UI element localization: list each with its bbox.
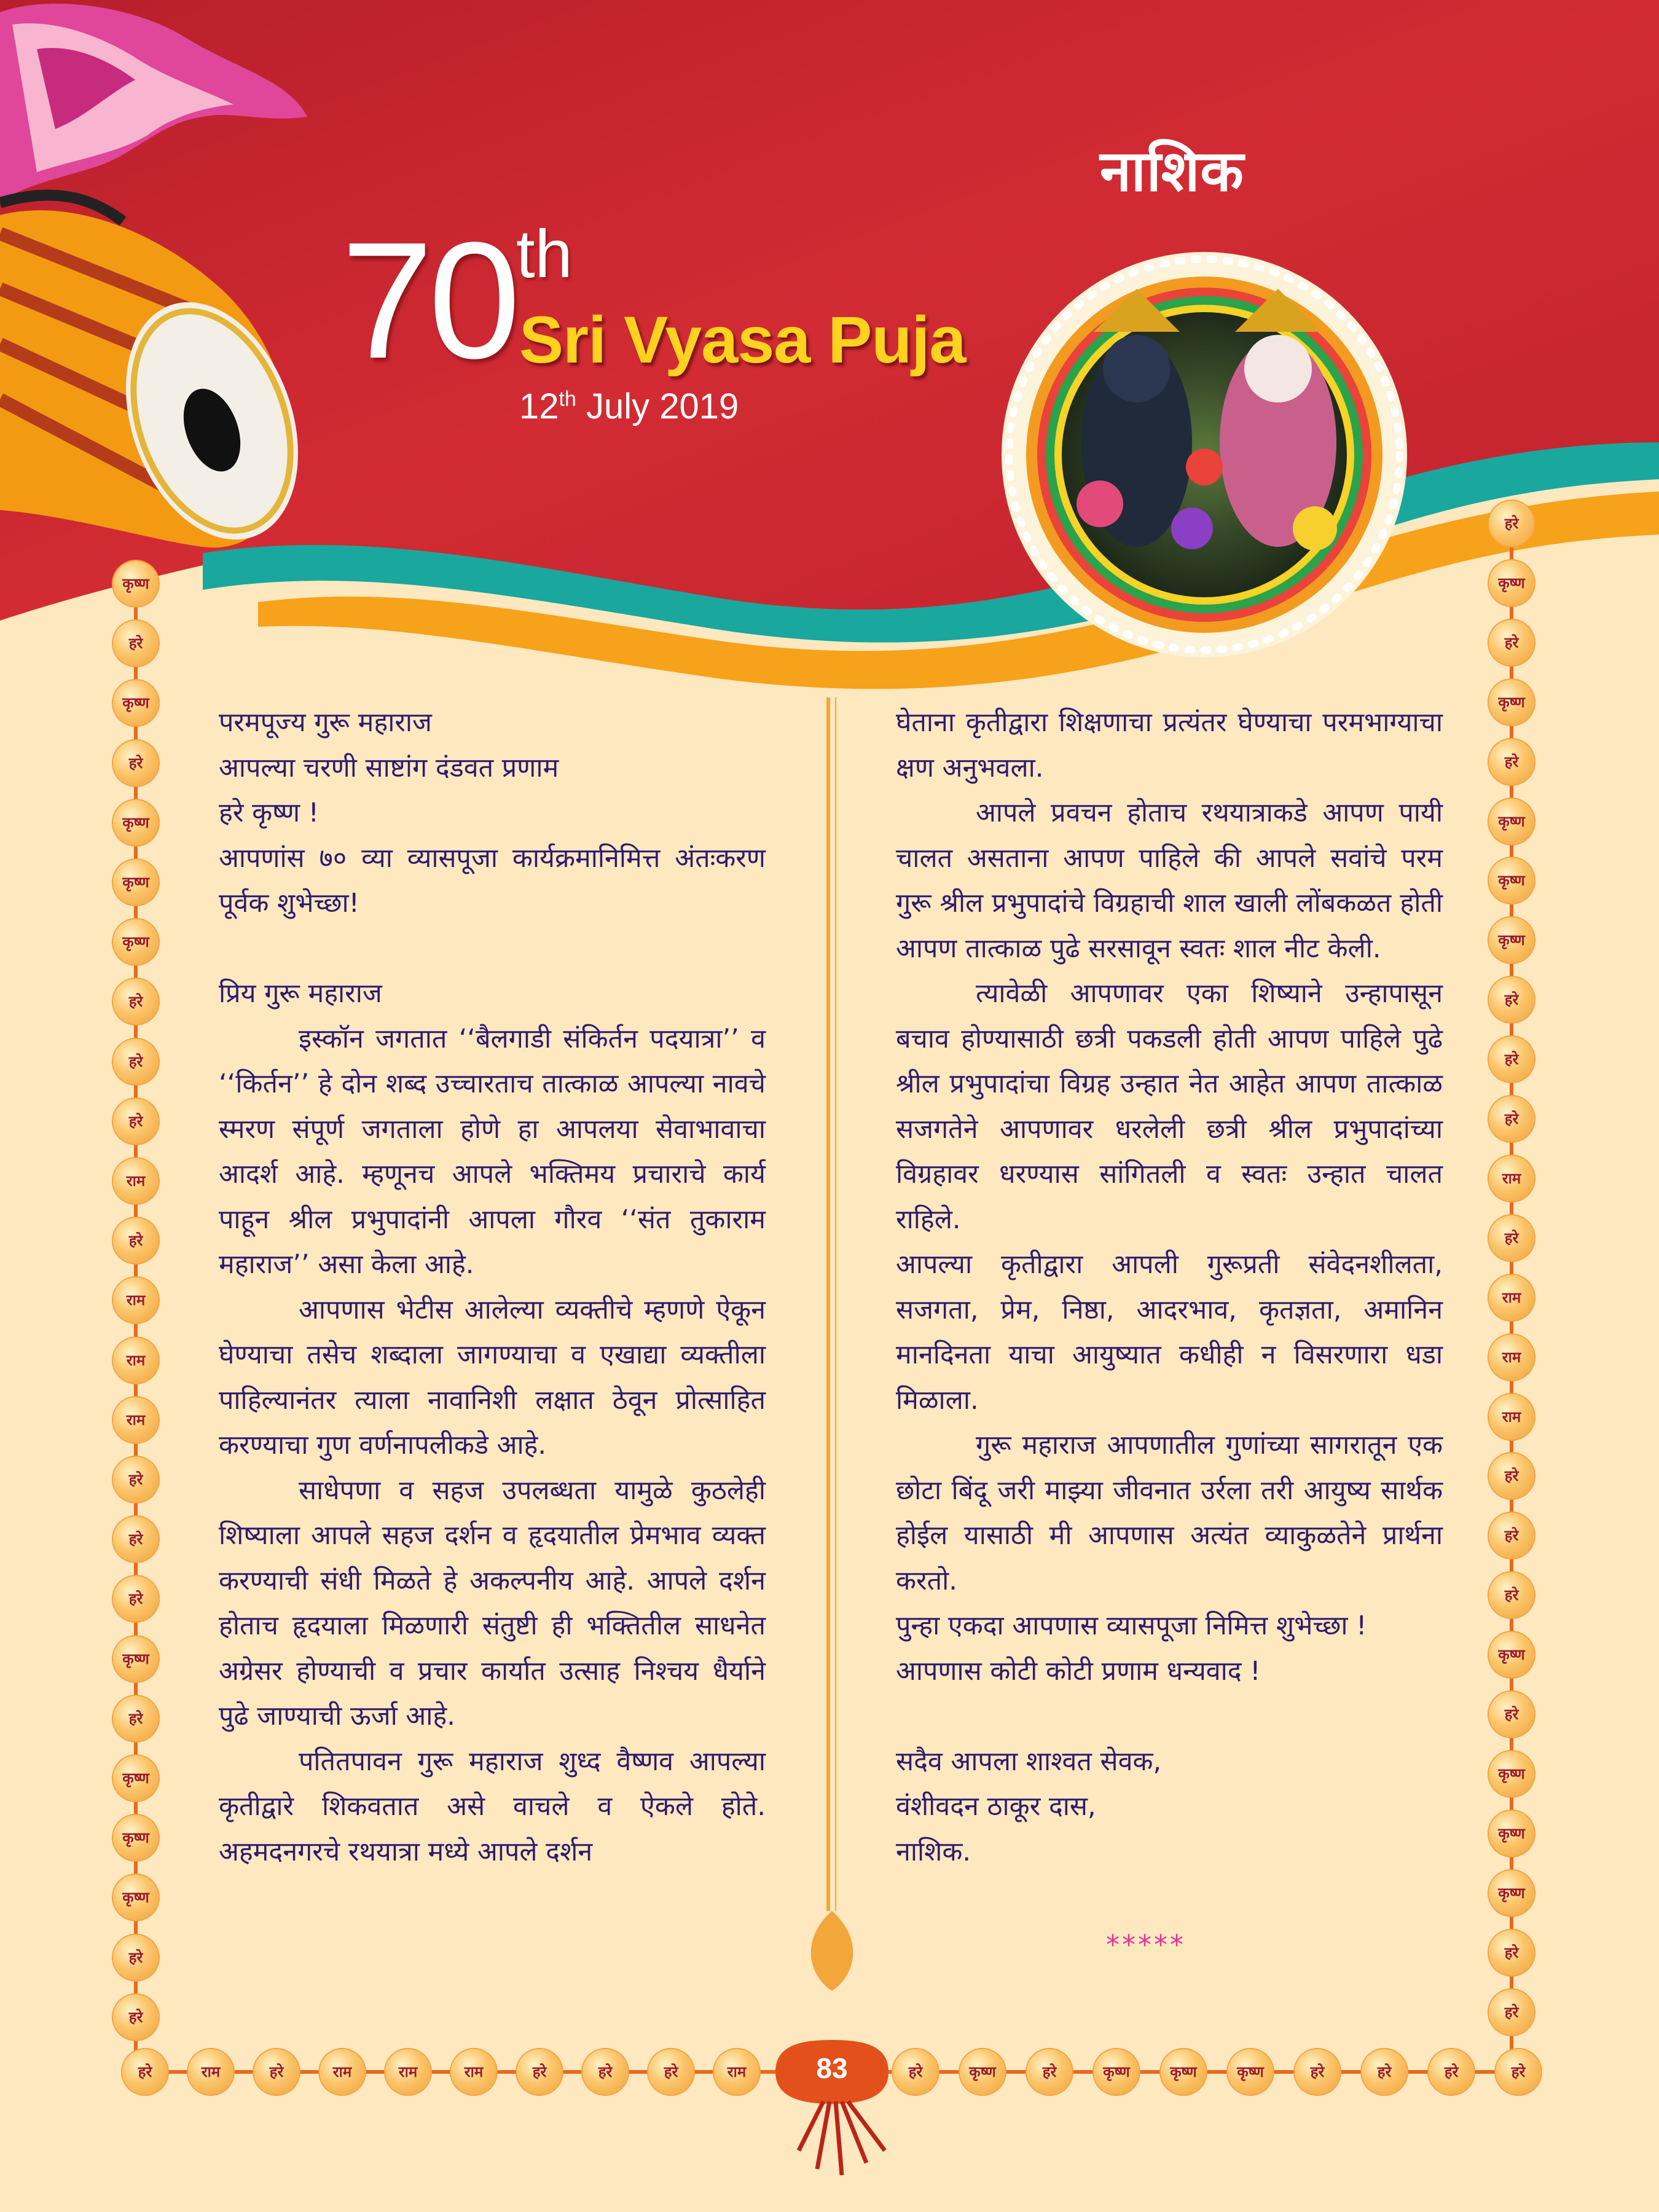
mantra-bead: हरे xyxy=(1489,1215,1534,1261)
paragraph: आपले प्रवचन होताच रथयात्राकडे आपण पायी चालत असताना आपण पाहिले की आपले सवांचे परम गुरू श्रील प्रभुपादांचे विग्रहाची शाल खाली लोंबकळत होती आपण तात्काळ पुढे सरसावून स्वतः शाल नीट केली. xyxy=(896,798,1443,964)
paragraph: वंशीवदन ठाकूर दास, xyxy=(896,1791,1096,1822)
mantra-bead: हरे xyxy=(893,2049,938,2095)
date-rest: July 2019 xyxy=(576,386,739,426)
mantra-bead: कृष्ण xyxy=(1489,1870,1534,1916)
paragraph: पतितपावन गुरू महाराज शुध्द वैष्णव आपल्या कृतीद्वारे शिकवतात असे वाचले व ऐकले होते. अहमदनगरचे रथयात्रा मध्ये आपले दर्शन xyxy=(219,1746,766,1867)
paragraph: आपणास भेटीस आलेल्या व्यक्तीचे म्हणणे ऐकून घेण्याचा तसेच शब्दाला जागण्याचा व एखाद्या व्यक्तीला पाहिल्यानंतर त्याला नावानिशी लक्षात ठेवून प्रोत्साहित करण्याचा गुण वर्णनापलीकडे आहे. xyxy=(219,1294,766,1461)
paragraph: हरे कृष्ण ! xyxy=(219,798,319,828)
paragraph: पुन्हा एकदा आपणास व्यासपूजा निमित्त शुभेच्छा ! xyxy=(896,1610,1367,1641)
mantra-bead: हरे xyxy=(113,1935,159,1980)
city-name: नाशिक xyxy=(1100,138,1244,204)
paragraph: नाशिक. xyxy=(896,1836,971,1867)
mantra-bead: कृष्ण xyxy=(1489,1632,1534,1677)
mantra-bead: हरे xyxy=(1489,620,1534,665)
closing-stars: ***** xyxy=(1106,1929,1186,1961)
mantra-bead: हरे xyxy=(1489,1692,1534,1737)
mantra-bead: राम xyxy=(188,2049,233,2095)
mantra-bead: राम xyxy=(385,2049,431,2095)
mantra-bead: कृष्ण xyxy=(1489,858,1534,903)
mantra-bead: हरे xyxy=(1429,2049,1474,2095)
mantra-bead: राम xyxy=(320,2049,365,2095)
mantra-bead: हरे xyxy=(122,2049,168,2095)
paragraph: प्रिय गुरू महाराज xyxy=(219,978,382,1009)
mantra-bead: हरे xyxy=(1027,2049,1072,2095)
paragraph: इस्कॉन जगतात ‘‘बैलगाडी संकिर्तन पदयात्रा’’ व ‘‘किर्तन’’ हे दोन शब्द उच्चारताच तात्काळ आपल्या नावचे स्मरण संपूर्ण जगताला होणे हा आपलया सेवाभावाचा आदर्श आहे. म्हणूनच आपले भक्तिमय प्रचाराचे कार्य पाहून श्रील प्रभुपादांनी आपला गौरव ‘‘संत तुकाराम महाराज’’ असा केला आहे. xyxy=(219,1023,766,1280)
mantra-bead: राम xyxy=(113,1158,159,1204)
mantra-bead: हरे xyxy=(1496,2049,1541,2095)
mantra-bead: हरे xyxy=(113,1516,159,1562)
mantra-bead: कृष्ण xyxy=(113,1875,159,1920)
mantra-bead: राम xyxy=(1489,1275,1534,1320)
mantra-bead: हरे xyxy=(113,1218,159,1263)
mantra-bead: कृष्ण xyxy=(113,1636,159,1682)
mantra-bead: राम xyxy=(113,1397,159,1443)
mantra-bead: राम xyxy=(1489,1335,1534,1380)
mantra-bead: हरे xyxy=(113,1099,159,1144)
paragraph: परमपूज्य गुरू महाराज xyxy=(219,707,432,738)
mantra-bead: कृष्ण xyxy=(113,1815,159,1861)
mantra-bead: हरे xyxy=(1489,1037,1534,1082)
mantra-bead: हरे xyxy=(1489,1572,1534,1618)
paragraph: साधेपणा व सहज उपलब्धता यामुळे कुठलेही शिष्याला आपले सहज दर्शन व हृदयातील प्रेमभाव व्यक्त करण्याची संधी मिळते हे अकल्पनीय आहे. आपले दर्शन होताच हृदयाला मिळणारी संतुष्टी ही भक्तितील साधनेत अग्रेसर होण्याची व प्रचार कार्यात उत्साह निश्चय धैर्याने पुढे जाण्याची ऊर्जा आहे. xyxy=(219,1475,766,1732)
mantra-bead: कृष्ण xyxy=(1161,2049,1206,2095)
paragraph-gap xyxy=(896,1694,1443,1739)
mantra-bead: हरे xyxy=(1489,739,1534,785)
mantra-bead: हरे xyxy=(1489,1990,1534,2035)
mantra-bead: कृष्ण xyxy=(113,1755,159,1801)
paragraph: आपल्या कृतीद्वारा आपली गुरूप्रती संवेदनशीलता, सजगता, प्रेम, निष्ठा, आदरभाव, कृतज्ञता, अमानिन मानदिनता याचा आयुष्यात कधीही न विसरणारा धडा मिळाला. xyxy=(896,1249,1443,1416)
mantra-bead: राम xyxy=(714,2049,759,2095)
deities-medallion xyxy=(1002,252,1407,657)
right-column xyxy=(896,700,1443,1875)
mantra-bead: हरे xyxy=(113,1994,159,2040)
ordinal-number: 70 xyxy=(341,208,516,393)
paragraph: गुरू महाराज आपणातील गुणांच्या सागरातून एक छोटा बिंदू जरी माझ्या जीवनात उर्रला तरी आयुष्य सार्थक होईल यासाठी मी आपणास अत्यंत व्याकुळतेने प्रार्थना करतो. xyxy=(896,1430,1443,1596)
ordinal-suffix: th xyxy=(516,216,573,292)
mantra-bead: कृष्ण xyxy=(113,860,159,905)
mantra-bead: कृष्ण xyxy=(113,561,159,606)
mantra-bead: कृष्ण xyxy=(960,2049,1005,2095)
mantra-bead: कृष्ण xyxy=(1489,560,1534,606)
mantra-bead: कृष्ण xyxy=(1489,680,1534,725)
paragraph: आपल्या चरणी साष्टांग दंडवत प्रणाम xyxy=(219,752,559,783)
mantra-bead: कृष्ण xyxy=(1094,2049,1139,2095)
mantra-bead: हरे xyxy=(517,2049,562,2095)
mantra-bead: राम xyxy=(113,1277,159,1323)
mantra-bead: कृष्ण xyxy=(113,680,159,726)
left-column xyxy=(219,700,766,1875)
event-title: Sri Vyasa Puja xyxy=(519,302,966,377)
mantra-bead: हरे xyxy=(1489,1930,1534,1975)
mantra-bead: हरे xyxy=(1362,2049,1407,2095)
mantra-bead: हरे xyxy=(1489,1453,1534,1499)
mantra-bead: राम xyxy=(1489,1394,1534,1440)
mantra-bead: हरे xyxy=(1295,2049,1340,2095)
mantra-bead: कृष्ण xyxy=(1489,1811,1534,1856)
mantra-bead: राम xyxy=(1489,1156,1534,1201)
mantra-bead: राम xyxy=(113,1338,159,1383)
mantra-bead: हरे xyxy=(1489,501,1534,546)
event-date xyxy=(519,386,739,427)
mantra-bead: हरे xyxy=(113,621,159,666)
mantra-bead: कृष्ण xyxy=(113,800,159,845)
mantra-bead: कृष्ण xyxy=(1489,1751,1534,1797)
paragraph: घेताना कृतीद्वारा शिक्षणाचा प्रत्यंतर घेण्याचा परमभाग्याचा क्षण अनुभवला. xyxy=(896,707,1443,783)
mantra-bead: हरे xyxy=(1489,1096,1534,1142)
mantra-bead: हरे xyxy=(582,2049,628,2095)
mantra-bead: राम xyxy=(451,2049,496,2095)
mantra-bead: हरे xyxy=(648,2049,694,2095)
page-number: 83 xyxy=(816,2052,848,2084)
mantra-bead: कृष्ण xyxy=(1228,2049,1273,2095)
mantra-bead: हरे xyxy=(1489,1513,1534,1558)
mantra-bead: हरे xyxy=(254,2049,299,2095)
mantra-bead: हरे xyxy=(113,1457,159,1502)
date-suffix: th xyxy=(559,387,576,411)
mantra-bead: हरे xyxy=(113,1696,159,1741)
mantra-bead: कृष्ण xyxy=(1489,799,1534,844)
paragraph-gap xyxy=(219,927,766,972)
mantra-bead: हरे xyxy=(113,1039,159,1084)
paragraph: त्यावेळी आपणावर एका शिष्याने उन्हापासून बचाव होण्यासाठी छत्री पकडली होती आपण पाहिले पुढे श्रील प्रभुपादांचा विग्रह उन्हात नेत आहेत आपण तात्काळ सजगतेने आपणावर धरलेली छत्री श्रील प्रभुपादांच्या विग्रहावर धरण्यास सांगितली व स्वतः उन्हात चालत राहिले. xyxy=(896,978,1443,1235)
mantra-bead: हरे xyxy=(113,740,159,786)
date-day: 12 xyxy=(519,386,559,426)
mantra-bead: हरे xyxy=(113,1576,159,1622)
mantra-bead: कृष्ण xyxy=(113,919,159,965)
paragraph: सदैव आपला शाश्वत सेवक, xyxy=(896,1746,1162,1777)
mantra-bead: हरे xyxy=(113,979,159,1024)
paragraph: आपणांस ७० व्या व्यासपूजा कार्यक्रमानिमित्त अंतःकरण पूर्वक शुभेच्छा! xyxy=(219,842,766,919)
paragraph: आपणास कोटी कोटी प्रणाम धन्यवाद ! xyxy=(896,1655,1261,1687)
mantra-bead: कृष्ण xyxy=(1489,917,1534,963)
mantra-bead: हरे xyxy=(1489,977,1534,1022)
